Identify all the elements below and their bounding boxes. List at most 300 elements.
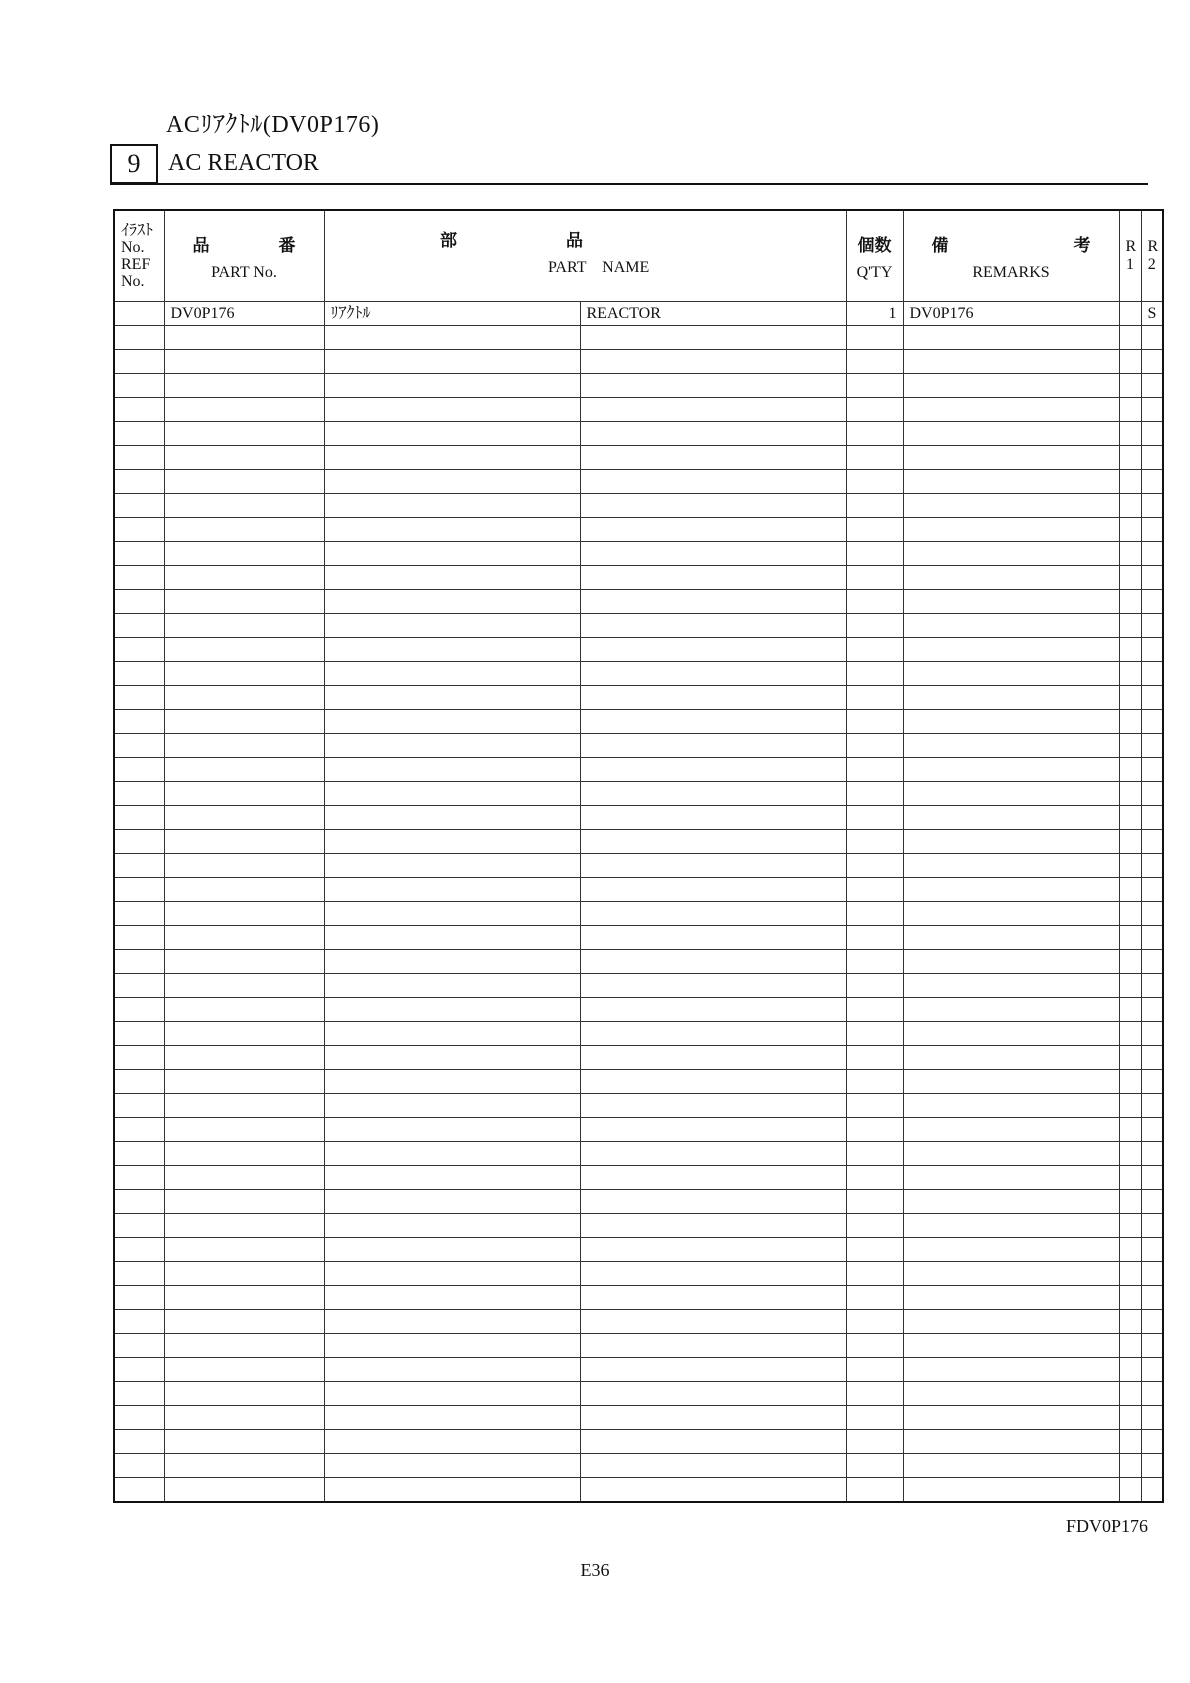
cell-remarks [903, 1454, 1119, 1478]
table-row [114, 1262, 1163, 1286]
cell-part-no [164, 662, 324, 686]
cell-r1 [1119, 614, 1141, 638]
cell-part-no [164, 686, 324, 710]
cell-name-jp [324, 926, 580, 950]
cell-name-en [580, 1262, 846, 1286]
cell-name-jp [324, 1430, 580, 1454]
cell-qty [846, 638, 903, 662]
page-number: E36 [580, 1560, 610, 1580]
cell-part-no [164, 1358, 324, 1382]
table-row [114, 326, 1163, 350]
cell-name-en [580, 1166, 846, 1190]
cell-qty [846, 878, 903, 902]
cell-name-en [580, 1046, 846, 1070]
table-row [114, 350, 1163, 374]
cell-r2 [1141, 1358, 1163, 1382]
cell-part-no [164, 590, 324, 614]
cell-part-no [164, 470, 324, 494]
cell-r1 [1119, 374, 1141, 398]
cell-r2 [1141, 734, 1163, 758]
table-row [114, 422, 1163, 446]
header-r2 [1141, 210, 1163, 302]
cell-name-en [580, 734, 846, 758]
cell-ref [114, 422, 164, 446]
cell-r1 [1119, 974, 1141, 998]
table-row [114, 302, 1163, 326]
cell-r2 [1141, 350, 1163, 374]
parts-table-body [114, 302, 1163, 1503]
cell-r1 [1119, 926, 1141, 950]
header-part-name-en: PART NAME [548, 259, 650, 276]
cell-name-en [580, 1142, 846, 1166]
cell-ref [114, 374, 164, 398]
cell-name-en [580, 398, 846, 422]
cell-ref [114, 638, 164, 662]
table-row [114, 710, 1163, 734]
cell-r1 [1119, 590, 1141, 614]
cell-r1 [1119, 734, 1141, 758]
header-part-no-jp-a: 品 [192, 235, 210, 256]
header-r1-b: 1 [1126, 256, 1134, 273]
table-row [114, 734, 1163, 758]
cell-name-jp [324, 326, 580, 350]
cell-name-en [580, 590, 846, 614]
cell-remarks [903, 1022, 1119, 1046]
cell-qty [846, 374, 903, 398]
cell-remarks [903, 494, 1119, 518]
table-row [114, 542, 1163, 566]
table-row [114, 902, 1163, 926]
cell-ref [114, 1382, 164, 1406]
header-ref-line4: No. [121, 273, 145, 290]
cell-name-jp [324, 806, 580, 830]
cell-r1 [1119, 686, 1141, 710]
cell-ref [114, 350, 164, 374]
cell-name-en [580, 566, 846, 590]
cell-qty [846, 422, 903, 446]
cell-name-jp [324, 542, 580, 566]
cell-part-no [164, 1262, 324, 1286]
cell-remarks [903, 662, 1119, 686]
cell-ref [114, 710, 164, 734]
cell-qty [846, 1406, 903, 1430]
cell-part-no [164, 350, 324, 374]
cell-part-no [164, 1286, 324, 1310]
table-row [114, 998, 1163, 1022]
cell-r2 [1141, 998, 1163, 1022]
cell-part-no [164, 1094, 324, 1118]
cell-qty [846, 734, 903, 758]
cell-name-jp [324, 1166, 580, 1190]
table-row [114, 830, 1163, 854]
cell-r1 [1119, 758, 1141, 782]
cell-name-en [580, 710, 846, 734]
cell-r2 [1141, 710, 1163, 734]
cell-name-jp [324, 734, 580, 758]
cell-name-en [580, 1094, 846, 1118]
cell-name-en [580, 374, 846, 398]
cell-ref [114, 1166, 164, 1190]
cell-ref [114, 1406, 164, 1430]
cell-r2 [1141, 1190, 1163, 1214]
table-row [114, 926, 1163, 950]
cell-r1 [1119, 1142, 1141, 1166]
cell-remarks [903, 614, 1119, 638]
cell-ref [114, 590, 164, 614]
cell-qty [846, 470, 903, 494]
cell-r1 [1119, 470, 1141, 494]
cell-name-jp [324, 1214, 580, 1238]
cell-qty [846, 446, 903, 470]
cell-name-jp [324, 686, 580, 710]
cell-ref [114, 1094, 164, 1118]
table-row [114, 1406, 1163, 1430]
cell-name-jp [324, 1262, 580, 1286]
cell-ref [114, 998, 164, 1022]
cell-r2 [1141, 1094, 1163, 1118]
cell-ref [114, 806, 164, 830]
cell-name-jp [324, 1190, 580, 1214]
cell-r2 [1141, 1118, 1163, 1142]
cell-qty [846, 1238, 903, 1262]
cell-part-no [164, 1046, 324, 1070]
cell-remarks [903, 854, 1119, 878]
cell-name-en [580, 1286, 846, 1310]
cell-name-en [580, 902, 846, 926]
cell-ref [114, 1070, 164, 1094]
cell-r2 [1141, 1022, 1163, 1046]
cell-part-no [164, 998, 324, 1022]
cell-r2 [1141, 830, 1163, 854]
cell-remarks [903, 422, 1119, 446]
cell-qty [846, 1214, 903, 1238]
cell-name-jp [324, 662, 580, 686]
table-row [114, 1070, 1163, 1094]
cell-r1 [1119, 1094, 1141, 1118]
cell-name-en [580, 926, 846, 950]
header-ref-no [114, 210, 164, 302]
cell-part-no [164, 1166, 324, 1190]
cell-name-en [580, 638, 846, 662]
cell-qty [846, 1478, 903, 1503]
cell-r1 [1119, 878, 1141, 902]
cell-r1 [1119, 1070, 1141, 1094]
cell-r2 [1141, 1142, 1163, 1166]
cell-ref [114, 950, 164, 974]
cell-name-jp [324, 830, 580, 854]
table-row [114, 686, 1163, 710]
cell-remarks [903, 470, 1119, 494]
section-number-box: 9 [110, 144, 158, 184]
cell-part-no [164, 1070, 324, 1094]
cell-qty [846, 1070, 903, 1094]
cell-ref [114, 1310, 164, 1334]
cell-r1 [1119, 446, 1141, 470]
cell-r1 [1119, 494, 1141, 518]
cell-part-no [164, 806, 324, 830]
header-qty [846, 210, 903, 302]
cell-part-no [164, 1382, 324, 1406]
cell-qty [846, 494, 903, 518]
table-row [114, 950, 1163, 974]
cell-qty [846, 1382, 903, 1406]
cell-part-no [164, 1478, 324, 1503]
cell-qty [846, 1310, 903, 1334]
cell-name-en [580, 950, 846, 974]
cell-remarks [903, 974, 1119, 998]
cell-qty [846, 806, 903, 830]
table-row [114, 662, 1163, 686]
cell-name-jp [324, 1046, 580, 1070]
cell-ref [114, 734, 164, 758]
cell-part-no [164, 926, 324, 950]
cell-part-no [164, 1430, 324, 1454]
cell-qty [846, 998, 903, 1022]
cell-name-jp: ﾘｱｸﾄﾙ [324, 302, 580, 326]
cell-remarks [903, 350, 1119, 374]
cell-part-no [164, 638, 324, 662]
header-part-no-jp-b: 番 [278, 235, 296, 256]
cell-qty [846, 1046, 903, 1070]
cell-part-no [164, 758, 324, 782]
header-r2-a: R [1147, 238, 1159, 255]
cell-part-no [164, 614, 324, 638]
cell-name-jp [324, 1478, 580, 1503]
cell-ref [114, 1454, 164, 1478]
table-row [114, 1046, 1163, 1070]
cell-name-en [580, 1478, 846, 1503]
cell-qty [846, 1286, 903, 1310]
cell-name-en [580, 1334, 846, 1358]
table-row [114, 398, 1163, 422]
cell-r1 [1119, 1118, 1141, 1142]
cell-remarks [903, 686, 1119, 710]
cell-name-en [580, 1382, 846, 1406]
table-row [114, 782, 1163, 806]
cell-part-no [164, 422, 324, 446]
cell-r1 [1119, 854, 1141, 878]
cell-name-jp [324, 1238, 580, 1262]
cell-name-jp [324, 1406, 580, 1430]
cell-qty [846, 902, 903, 926]
cell-remarks [903, 1046, 1119, 1070]
header-remarks [903, 210, 1119, 302]
table-row [114, 1022, 1163, 1046]
cell-ref [114, 302, 164, 326]
cell-ref [114, 902, 164, 926]
table-row [114, 1286, 1163, 1310]
cell-qty [846, 1118, 903, 1142]
cell-r1 [1119, 1214, 1141, 1238]
cell-part-no [164, 710, 324, 734]
header-remarks-jp-b: 考 [1073, 235, 1091, 256]
cell-r1 [1119, 1238, 1141, 1262]
cell-remarks [903, 590, 1119, 614]
cell-r1 [1119, 830, 1141, 854]
cell-name-jp [324, 902, 580, 926]
cell-r1 [1119, 1166, 1141, 1190]
cell-r2 [1141, 1430, 1163, 1454]
table-row [114, 638, 1163, 662]
cell-part-no [164, 374, 324, 398]
cell-name-en [580, 1022, 846, 1046]
cell-r2 [1141, 590, 1163, 614]
cell-remarks [903, 950, 1119, 974]
cell-remarks [903, 878, 1119, 902]
cell-qty [846, 1190, 903, 1214]
cell-r2 [1141, 1406, 1163, 1430]
cell-r1 [1119, 1358, 1141, 1382]
cell-ref [114, 1118, 164, 1142]
cell-name-jp [324, 1142, 580, 1166]
cell-r1 [1119, 638, 1141, 662]
cell-name-en [580, 782, 846, 806]
cell-name-en [580, 1430, 846, 1454]
cell-remarks [903, 1286, 1119, 1310]
cell-r2 [1141, 494, 1163, 518]
cell-name-jp [324, 614, 580, 638]
cell-name-en [580, 878, 846, 902]
cell-ref [114, 518, 164, 542]
cell-ref [114, 470, 164, 494]
cell-qty [846, 1262, 903, 1286]
cell-part-no: DV0P176 [164, 302, 324, 326]
cell-remarks [903, 782, 1119, 806]
table-row [114, 1454, 1163, 1478]
cell-qty [846, 518, 903, 542]
cell-r1 [1119, 662, 1141, 686]
cell-qty [846, 542, 903, 566]
cell-name-en [580, 1070, 846, 1094]
cell-remarks [903, 1238, 1119, 1262]
cell-r1 [1119, 1334, 1141, 1358]
cell-name-jp [324, 398, 580, 422]
table-row [114, 1166, 1163, 1190]
cell-r2 [1141, 422, 1163, 446]
header-remarks-jp-a: 備 [931, 235, 949, 256]
cell-qty [846, 1430, 903, 1454]
cell-r1 [1119, 1190, 1141, 1214]
cell-r1 [1119, 1046, 1141, 1070]
cell-name-en [580, 1214, 846, 1238]
cell-r1 [1119, 710, 1141, 734]
header-qty-en: Q'TY [856, 263, 893, 281]
cell-remarks [903, 1190, 1119, 1214]
cell-r2 [1141, 878, 1163, 902]
cell-ref [114, 686, 164, 710]
cell-name-jp [324, 470, 580, 494]
cell-r2 [1141, 1214, 1163, 1238]
cell-name-en [580, 1454, 846, 1478]
cell-qty [846, 926, 903, 950]
cell-qty [846, 1142, 903, 1166]
cell-part-no [164, 1190, 324, 1214]
cell-qty [846, 590, 903, 614]
header-remarks-jp [910, 231, 1113, 256]
cell-r2 [1141, 1070, 1163, 1094]
cell-remarks [903, 902, 1119, 926]
cell-remarks [903, 1406, 1119, 1430]
cell-qty [846, 710, 903, 734]
cell-remarks [903, 1142, 1119, 1166]
cell-qty [846, 398, 903, 422]
cell-qty [846, 854, 903, 878]
cell-name-en [580, 662, 846, 686]
cell-name-jp [324, 1094, 580, 1118]
cell-name-en [580, 470, 846, 494]
cell-ref [114, 446, 164, 470]
cell-r1 [1119, 350, 1141, 374]
cell-qty [846, 326, 903, 350]
cell-r1 [1119, 950, 1141, 974]
header-part-name-jp-b: 品 [566, 231, 583, 251]
cell-r2 [1141, 974, 1163, 998]
section-divider [110, 183, 1148, 185]
cell-r2 [1141, 782, 1163, 806]
cell-name-jp [324, 782, 580, 806]
cell-qty [846, 1094, 903, 1118]
cell-name-en [580, 350, 846, 374]
cell-part-no [164, 902, 324, 926]
cell-remarks [903, 998, 1119, 1022]
cell-ref [114, 1262, 164, 1286]
cell-r2 [1141, 326, 1163, 350]
cell-r1 [1119, 1310, 1141, 1334]
cell-qty [846, 974, 903, 998]
cell-remarks: DV0P176 [903, 302, 1119, 326]
cell-r2 [1141, 1238, 1163, 1262]
cell-r2 [1141, 1310, 1163, 1334]
cell-part-no [164, 1142, 324, 1166]
cell-ref [114, 326, 164, 350]
cell-remarks [903, 1382, 1119, 1406]
cell-ref [114, 1430, 164, 1454]
cell-part-no [164, 1022, 324, 1046]
cell-qty [846, 1454, 903, 1478]
cell-ref [114, 614, 164, 638]
cell-r2 [1141, 638, 1163, 662]
cell-name-en [580, 326, 846, 350]
cell-qty [846, 1022, 903, 1046]
cell-name-jp [324, 710, 580, 734]
cell-part-no [164, 830, 324, 854]
cell-ref [114, 782, 164, 806]
cell-name-en [580, 518, 846, 542]
cell-remarks [903, 806, 1119, 830]
cell-remarks [903, 1262, 1119, 1286]
cell-ref [114, 878, 164, 902]
cell-r2 [1141, 542, 1163, 566]
cell-name-en [580, 1118, 846, 1142]
cell-remarks [903, 1214, 1119, 1238]
cell-name-en [580, 1358, 846, 1382]
cell-part-no [164, 734, 324, 758]
cell-name-en [580, 998, 846, 1022]
header-ref-line2: No. [121, 239, 145, 256]
cell-r1 [1119, 518, 1141, 542]
table-row [114, 590, 1163, 614]
cell-name-jp [324, 518, 580, 542]
cell-name-jp [324, 878, 580, 902]
header-part-no-en: PART No. [211, 263, 277, 281]
cell-r2 [1141, 1382, 1163, 1406]
cell-part-no [164, 1334, 324, 1358]
table-row [114, 758, 1163, 782]
cell-name-jp [324, 446, 580, 470]
cell-r2: S [1141, 302, 1163, 326]
header-ref-line1: ｲﾗｽﾄ [121, 222, 154, 239]
cell-name-en [580, 1310, 846, 1334]
